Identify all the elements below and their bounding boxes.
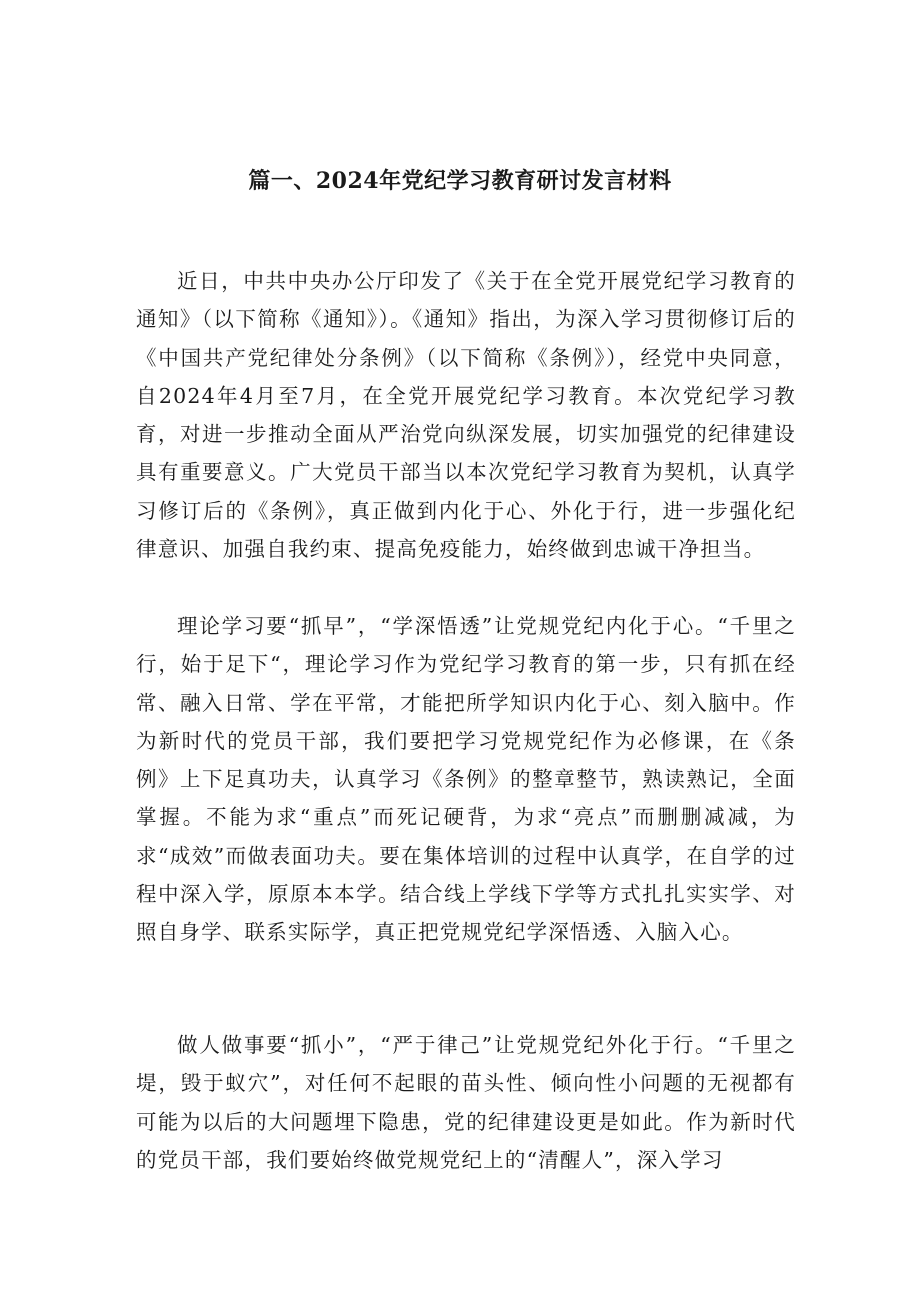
paragraph-theory-study: 理论学习要“抓早”，“学深悟透”让党规党纪内化于心。“千里之行，始于足下“，理论学习作为党纪学习教育的第一步，只有抓在经常、融入日常、学在平常，才能把所学知识内化于心、刻入脑中。作为新时代的党员干部，我们要把学习党规党纪作为必修课，在《条例》上下足真功夫，认真学习《条例》的整章整节，熟读熟记，全面掌握。不能为求“重点”而死记硬背，为求“亮点”而删删减减，为求“成效”而做表面功夫。要在集体培训的过程中认真学，在自学的过程中深入学，原原本本学。结合线上学线下学等方式扎扎实实学、对照自身学、联系实际学，真正把党规党纪学深悟透、入脑入心。: [136, 614, 796, 945]
paragraph-conduct: 做人做事要“抓小”，“严于律己”让党规党纪外化于行。“千里之堤，毁于蚁穴”，对任何不起眼的苗头性、倾向性小问题的无视都有可能为以后的大问题埋下隐患，党的纪律建设更是如此。作为新时代的党员干部，我们要始终做党规党纪上的“清醒人”，深入学习: [136, 1033, 796, 1172]
document-title: 篇一、2024年党纪学习教育研讨发言材料: [248, 168, 672, 194]
paragraph-intro: 近日，中共中央办公厅印发了《关于在全党开展党纪学习教育的通知》（以下简称《通知》）。《通知》指出，为深入学习贯彻修订后的《中国共产党纪律处分条例》（以下简称《条例》），经党中央同意，自2024年4月至7月，在全党开展党纪学习教育。本次党纪学习教育，对进一步推动全面从严治党向纵深发展，切实加强党的纪律建设具有重要意义。广大党员干部当以本次党纪学习教育为契机，认真学习修订后的《条例》，真正做到内化于心、外化于行，进一步强化纪律意识、加强自我约束、提高免疫能力，始终做到忠诚干净担当。: [136, 269, 796, 562]
